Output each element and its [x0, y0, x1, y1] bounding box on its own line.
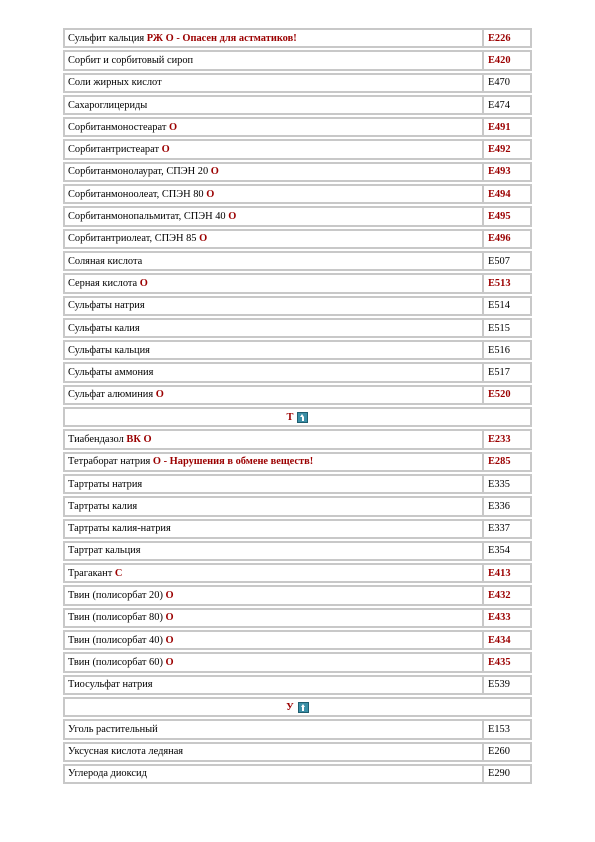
table-row	[63, 340, 532, 360]
section-header-row	[63, 407, 532, 427]
table-row	[63, 50, 532, 70]
additive-name-cell	[63, 519, 483, 539]
hazard-mark: О	[199, 233, 208, 245]
table-row	[63, 652, 532, 672]
additive-name-cell	[63, 429, 483, 449]
warning-note: - Опасен для астматиков!	[173, 32, 297, 44]
table-row	[63, 764, 532, 784]
hazard-mark: РЖ О	[146, 32, 174, 44]
table-row	[63, 296, 532, 316]
e-code: E515	[483, 318, 532, 338]
additive-name-cell	[63, 184, 483, 204]
additive-name-cell	[63, 73, 483, 93]
hazard-mark: О	[139, 277, 148, 289]
additive-name-cell	[63, 563, 483, 583]
additive-name: Тетраборат натрия	[68, 456, 151, 468]
e-code: E337	[483, 519, 532, 539]
e-code: E513	[483, 273, 532, 293]
e-code: E354	[483, 541, 532, 561]
e-code: E516	[483, 340, 532, 360]
table-row	[63, 318, 532, 338]
additive-name-cell	[63, 452, 483, 472]
additive-name-cell	[63, 385, 483, 405]
e-code: E226	[483, 28, 532, 48]
additive-name: Сульфаты натрия	[68, 300, 145, 312]
additive-name: Тартраты калия-натрия	[68, 523, 171, 535]
additive-name-cell	[63, 117, 483, 137]
additive-name-cell	[63, 28, 483, 48]
additive-name-cell	[63, 273, 483, 293]
table-row	[63, 563, 532, 583]
additive-name-cell	[63, 206, 483, 226]
additive-name: Сульфаты калия	[68, 322, 140, 334]
e-code: E413	[483, 563, 532, 583]
e-code: E433	[483, 608, 532, 628]
additive-name: Тартраты натрия	[68, 478, 143, 490]
additive-name: Соляная кислота	[68, 255, 143, 267]
e-code: E470	[483, 73, 532, 93]
e-code: E492	[483, 139, 532, 159]
additive-name: Сорбит и сорбитовый сироп	[68, 54, 194, 66]
additive-name-cell	[63, 742, 483, 762]
additive-name-cell	[63, 675, 483, 695]
hazard-mark: О	[155, 389, 164, 401]
section-header-row	[63, 697, 532, 717]
table-row	[63, 719, 532, 739]
table-row	[63, 385, 532, 405]
additive-name-cell	[63, 139, 483, 159]
e-code: E517	[483, 362, 532, 382]
additive-name: Твин (полисорбат 60)	[68, 656, 163, 668]
additive-name: Сахароглицериды	[68, 99, 148, 111]
table-row	[63, 742, 532, 762]
additive-name-cell	[63, 652, 483, 672]
hazard-mark: С	[114, 567, 123, 579]
e-code: E494	[483, 184, 532, 204]
additive-name-cell	[63, 719, 483, 739]
e-code: E290	[483, 764, 532, 784]
additive-name-cell	[63, 50, 483, 70]
additive-name-cell	[63, 340, 483, 360]
e-code: E493	[483, 162, 532, 182]
additive-name-cell	[63, 229, 483, 249]
additive-name-cell	[63, 764, 483, 784]
hazard-mark: О	[165, 656, 174, 668]
additive-name: Твин (полисорбат 40)	[68, 634, 163, 646]
table-row	[63, 675, 532, 695]
additive-name-cell	[63, 474, 483, 494]
additive-name: Сорбитантриолеат, СПЭН 85	[68, 233, 197, 245]
additive-name: Тартрат кальция	[68, 545, 141, 557]
additive-name: Сульфит кальция	[68, 32, 145, 44]
e-code: E435	[483, 652, 532, 672]
additive-name: Сульфаты кальция	[68, 344, 150, 356]
e-code: E434	[483, 630, 532, 650]
additive-name: Сульфаты аммония	[68, 367, 154, 379]
e-code: E260	[483, 742, 532, 762]
hazard-mark: ВК О	[126, 433, 152, 445]
table-row	[63, 519, 532, 539]
additive-name: Сорбитанмоностеарат	[68, 121, 167, 133]
table-row	[63, 362, 532, 382]
additive-name: Тартраты калия	[68, 500, 138, 512]
table-row	[63, 496, 532, 516]
e-code: E539	[483, 675, 532, 695]
additive-name: Сорбитантристеарат	[68, 144, 160, 156]
additive-name-cell	[63, 496, 483, 516]
hazard-mark: О	[165, 634, 174, 646]
additive-name: Сульфат алюминия	[68, 389, 154, 401]
section-header	[63, 697, 532, 717]
additive-name: Тиабендазол	[68, 433, 124, 445]
hazard-mark: О	[165, 590, 174, 602]
additive-name: Трагакант	[68, 567, 113, 579]
table-row	[63, 474, 532, 494]
e-code: E520	[483, 385, 532, 405]
additives-table	[63, 28, 532, 786]
additive-name: Серная кислота	[68, 277, 138, 289]
hazard-mark: О	[228, 211, 237, 223]
warning-note: - Нарушения в обмене веществ!	[161, 456, 314, 468]
e-code: E496	[483, 229, 532, 249]
up-arrow-icon[interactable]	[298, 702, 309, 713]
e-code: E336	[483, 496, 532, 516]
additive-name-cell	[63, 608, 483, 628]
additive-name-cell	[63, 251, 483, 271]
table-row	[63, 184, 532, 204]
e-code: E474	[483, 95, 532, 115]
table-row	[63, 206, 532, 226]
table-row	[63, 585, 532, 605]
additive-name-cell	[63, 318, 483, 338]
hazard-mark: О	[161, 144, 170, 156]
section-header	[63, 407, 532, 427]
table-row	[63, 541, 532, 561]
e-code: E514	[483, 296, 532, 316]
up-arrow-icon[interactable]	[297, 412, 308, 423]
e-code: E432	[483, 585, 532, 605]
additive-name-cell	[63, 362, 483, 382]
e-code: E495	[483, 206, 532, 226]
additive-name: Сорбитанмонолаурат, СПЭН 20	[68, 166, 209, 178]
hazard-mark: О	[169, 121, 178, 133]
table-row	[63, 251, 532, 271]
additive-name-cell	[63, 541, 483, 561]
section-letter: Т	[286, 411, 294, 423]
additive-name: Сорбитанмоноолеат, СПЭН 80	[68, 188, 204, 200]
additive-name: Сорбитанмонопальмитат, СПЭН 40	[68, 211, 226, 223]
table-row	[63, 229, 532, 249]
additive-name: Твин (полисорбат 80)	[68, 612, 163, 624]
additive-name: Углерода диоксид	[68, 768, 147, 780]
additive-name: Уксусная кислота ледяная	[68, 746, 184, 758]
additive-name-cell	[63, 585, 483, 605]
hazard-mark: О	[165, 612, 174, 624]
additive-name-cell	[63, 296, 483, 316]
table-row	[63, 73, 532, 93]
e-code: E507	[483, 251, 532, 271]
additive-name-cell	[63, 162, 483, 182]
additive-name-cell	[63, 95, 483, 115]
table-row	[63, 95, 532, 115]
e-code: E233	[483, 429, 532, 449]
additive-name: Тиосульфат натрия	[68, 679, 153, 691]
hazard-mark: О	[206, 188, 215, 200]
table-row	[63, 139, 532, 159]
section-letter: У	[286, 701, 294, 713]
table-row	[63, 429, 532, 449]
table-row	[63, 608, 532, 628]
e-code: E491	[483, 117, 532, 137]
table-row	[63, 452, 532, 472]
e-code: E153	[483, 719, 532, 739]
additive-name: Уголь растительный	[68, 723, 158, 735]
table-row	[63, 28, 532, 48]
table-row	[63, 273, 532, 293]
table-row	[63, 117, 532, 137]
e-code: E285	[483, 452, 532, 472]
table-row	[63, 630, 532, 650]
e-code: E420	[483, 50, 532, 70]
additive-name-cell	[63, 630, 483, 650]
additive-name: Соли жирных кислот	[68, 77, 162, 89]
table-row	[63, 162, 532, 182]
hazard-mark: О	[210, 166, 219, 178]
hazard-mark: О	[152, 456, 162, 468]
e-code: E335	[483, 474, 532, 494]
additive-name: Твин (полисорбат 20)	[68, 590, 163, 602]
